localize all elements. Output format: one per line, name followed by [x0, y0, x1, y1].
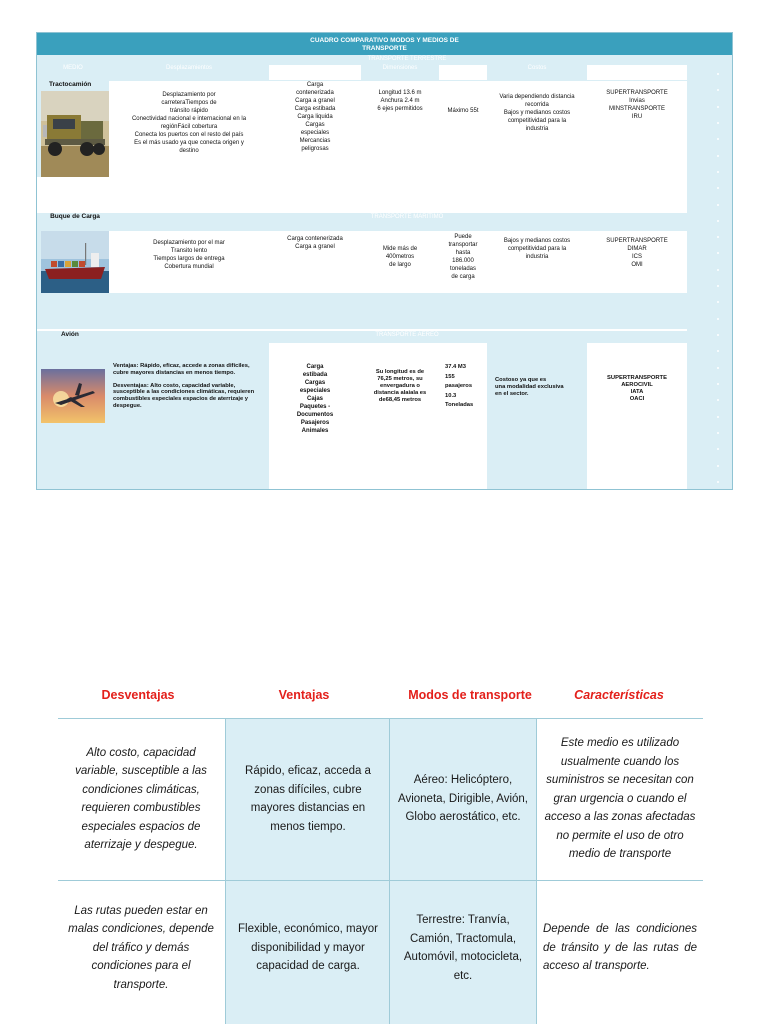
text-line: Transito lento [170, 248, 208, 254]
table-title-line2: TRANSPORTE [362, 45, 407, 52]
text-line: 37.4 M3 [445, 364, 466, 370]
text-line: IRU [631, 114, 643, 120]
section-aereo: TRANSPORTE AEREO [375, 332, 439, 338]
dot [717, 465, 719, 467]
text-line: ICS [631, 254, 642, 260]
text-line: regiónFácil cobertura [160, 124, 218, 130]
text-line: Bajos y medianos costos [503, 238, 571, 244]
text-line: Desplazamiento por el mar [153, 240, 225, 246]
text-line: MINSTRANSPORTE [609, 106, 665, 112]
row3-costos [489, 377, 587, 398]
text-line: Carga [306, 82, 324, 88]
row2-costos [487, 231, 587, 293]
dot [717, 106, 719, 108]
text-line: Carga liquida [297, 114, 333, 120]
row3-dimensiones [361, 343, 439, 490]
dot [717, 122, 719, 124]
text-line: Tiempos largos de entrega [153, 256, 225, 262]
text-line: Carga a granel [295, 98, 335, 104]
airplane-photo [41, 369, 105, 423]
text-line: Carga [306, 364, 324, 370]
row-name-buque: Buque de Carga [50, 213, 100, 220]
text-line: Varia dependiendo distancia [499, 94, 575, 100]
text-line: Cargas [305, 122, 325, 128]
text-line: peligrosas [301, 146, 329, 152]
text-line: Longitud 13.6 m [378, 90, 422, 96]
text-line: Cargas [304, 380, 326, 386]
text-line: especiales [299, 388, 331, 394]
row1-desventajas: Alto costo, capacidad variable, susceptible a las condiciones climáticas, requieren combustibles especiales espacios de aterrizaje y despegue. [75, 746, 207, 851]
row2-caracteristicas: Depende de las condiciones de tránsito y de las rutas de acceso al transporte. [543, 923, 697, 973]
dot [717, 138, 719, 140]
header-blank-1 [269, 65, 361, 80]
text-line: Conecta los puertos con el resto del país [134, 132, 244, 138]
dot [717, 171, 719, 173]
text-line: Documentos [296, 412, 334, 418]
blank-row-1 [37, 177, 687, 213]
blank-row-2 [37, 293, 687, 329]
row3-desventajas: Desventajas: Alto costo, capacidad variable, susceptible a las condiciones climáticas, requieren combustibles especiales espacios de aterrizaje y despegue. [113, 382, 255, 409]
text-line: destino [179, 148, 199, 154]
row3-capacidad [439, 343, 487, 490]
text-line: distancia alaiala es [373, 390, 427, 396]
row2-dimensiones [361, 231, 439, 293]
text-line: 10.3 [445, 392, 457, 399]
row3-ventajas: Ventajas: Rápido, eficaz, accede a zonas difíciles, cubre mayores distancias en menos tiempo. [113, 363, 250, 376]
row1-desplazamiento [113, 91, 265, 155]
row1-modos: Aéreo: Helicóptero, Avioneta, Dirigible, Avión, Globo aerostático, etc. [398, 774, 528, 824]
text-line: IATA [630, 389, 644, 395]
dot [717, 399, 719, 401]
text-line: industria [525, 126, 549, 132]
dot [717, 89, 719, 91]
text-line: carreteraTiempos de [161, 100, 217, 106]
row3-ventajas-desventajas [113, 363, 263, 410]
dot [717, 432, 719, 434]
text-line: Toneladas [445, 402, 474, 408]
text-line: una modalidad exclusiva [495, 384, 564, 390]
row1-caracteristicas: Este medio es utilizado usualmente cuando los suministros se necesitan con gran urgencia o cuando el acceso a las zonas afectadas no permite el uso de otro medio de transporte [544, 737, 696, 861]
dot [717, 269, 719, 271]
row2-ventajas: Flexible, económico, mayor disponibilidad y mayor capacidad de carga. [238, 923, 378, 973]
text-line: transportar [448, 242, 478, 248]
header-costos: Costos [527, 65, 547, 71]
row1-dimensiones [361, 81, 439, 177]
dot [717, 334, 719, 336]
dot [717, 481, 719, 483]
dot [717, 285, 719, 287]
text-line: recorrida [525, 102, 549, 108]
dot [717, 416, 719, 418]
row2-desventajas: Las rutas pueden estar en malas condiciones, depende del tráfico y demás condiciones para el transporte. [68, 904, 214, 991]
row2-capacidad [439, 231, 487, 293]
text-line: Puede [454, 234, 472, 240]
text-line: Mide más de [382, 246, 418, 252]
row1-entidades [587, 81, 687, 177]
text-line: AEROCIVIL [621, 382, 653, 388]
table-title [37, 33, 732, 55]
text-line: Desplazamiento por [162, 92, 216, 98]
text-line: SUPERTRANSPORTE [606, 238, 668, 244]
dot [717, 318, 719, 320]
text-line: Es el más usado ya que conecta origen y [134, 140, 244, 146]
header-blank-3 [587, 65, 687, 80]
text-line: 6 ejes permitidos [377, 106, 423, 112]
text-line: 155 [445, 373, 455, 380]
truck-photo [41, 91, 109, 177]
text-line: de largo [389, 262, 411, 268]
dot [717, 367, 719, 369]
text-line: OMI [631, 262, 643, 268]
row2-desplazamiento [113, 239, 265, 271]
dot [717, 448, 719, 450]
text-line: Conectividad nacional e internacional en la [131, 116, 247, 122]
row3-carga [269, 343, 361, 490]
text-line: Cobertura mundial [164, 264, 214, 270]
text-line: Carga a granel [295, 244, 335, 250]
header-modos: Modos de transporte [408, 688, 532, 702]
header-blank-2 [439, 65, 487, 80]
text-line: OACI [629, 396, 645, 402]
row2-entidades [587, 231, 687, 293]
comparison-table-2 [58, 680, 703, 1024]
text-line: competitividad para la [507, 118, 567, 124]
row2-carga [269, 231, 361, 293]
text-line: estibada [302, 372, 328, 378]
text-line: Invias [629, 98, 645, 104]
row1-ventajas: Rápido, eficaz, acceda a zonas difíciles, cubre mayores distancias en menos tiempo. [245, 765, 371, 833]
text-line: Su longitud es de [375, 369, 425, 375]
text-line: envergadura o [380, 383, 420, 389]
text-line: contenerizada [296, 90, 334, 96]
text-line: tránsito rápido [169, 108, 209, 114]
text-line: SUPERTRANSPORTE [607, 375, 667, 381]
dot [717, 73, 719, 75]
row1-capacidad: Máximo 55t [439, 81, 487, 177]
table-title-line1: CUADRO COMPARATIVO MODOS Y MEDIOS DE [310, 37, 459, 44]
text-line: en el sector. [495, 391, 529, 397]
text-line: industria [525, 254, 549, 260]
comparison-table-1 [36, 32, 733, 490]
dot [717, 220, 719, 222]
header-desventajas: Desventajas [101, 688, 175, 702]
header-desplazamientos: Desplazamientos [165, 65, 213, 71]
text-line: DIMAR [627, 246, 647, 252]
header-ventajas: Ventajas [278, 688, 330, 702]
text-line: 400metros [385, 254, 415, 260]
dot [717, 301, 719, 303]
header-medio: MEDIO [63, 65, 83, 71]
row2-modos: Terrestre: Tranvía, Camión, Tractomula, Automóvil, motocicleta, etc. [403, 914, 523, 982]
text-line: Bajos y medianos costos [503, 110, 571, 116]
dot [717, 252, 719, 254]
dot [717, 350, 719, 352]
text-line: competitividad para la [507, 246, 567, 252]
text-line: SUPERTRANSPORTE [606, 90, 668, 96]
text-line: Cajas [306, 396, 323, 402]
dot [717, 155, 719, 157]
text-line: de68,45 metros [378, 397, 422, 403]
header-dimensiones: Dimensiones [382, 65, 418, 71]
text-line: hasta [455, 250, 471, 256]
row1-costos [487, 81, 587, 177]
dot [717, 204, 719, 206]
cargo-ship-photo [41, 231, 109, 293]
row-name-tractocamion: Tractocamión [49, 81, 92, 88]
text-line: Pasajeros [300, 420, 330, 426]
row1-carga [269, 81, 361, 177]
text-line: 76,25 metros, su [377, 376, 423, 382]
text-line: 186.000 [452, 258, 474, 264]
text-line: Costoso ya que es [495, 377, 547, 383]
dot [717, 187, 719, 189]
text-line: pasajeros [445, 383, 473, 389]
section-maritimo: TRANSPORTE MARITIMO [370, 214, 444, 220]
text-line: Mercancias [299, 138, 331, 144]
text-line: Carga contenerizada [287, 236, 343, 242]
text-line: toneladas [449, 266, 477, 272]
dot [717, 236, 719, 238]
header-caracteristicas: Características [574, 688, 664, 702]
text-line: Paquetes - [299, 404, 331, 410]
dotted-margin [713, 73, 723, 483]
row-name-avion: Avión [61, 331, 79, 338]
text-line: de carga [451, 274, 475, 280]
dot [717, 383, 719, 385]
row3-entidades [587, 343, 687, 490]
text-line: Anchura 2.4 m [380, 98, 420, 104]
section-terrestre: TRANSPORTE TERRESTRE [367, 56, 447, 62]
text-line: Carga estibada [294, 106, 336, 112]
text-line: especiales [300, 130, 330, 136]
text-line: Animales [301, 428, 329, 434]
